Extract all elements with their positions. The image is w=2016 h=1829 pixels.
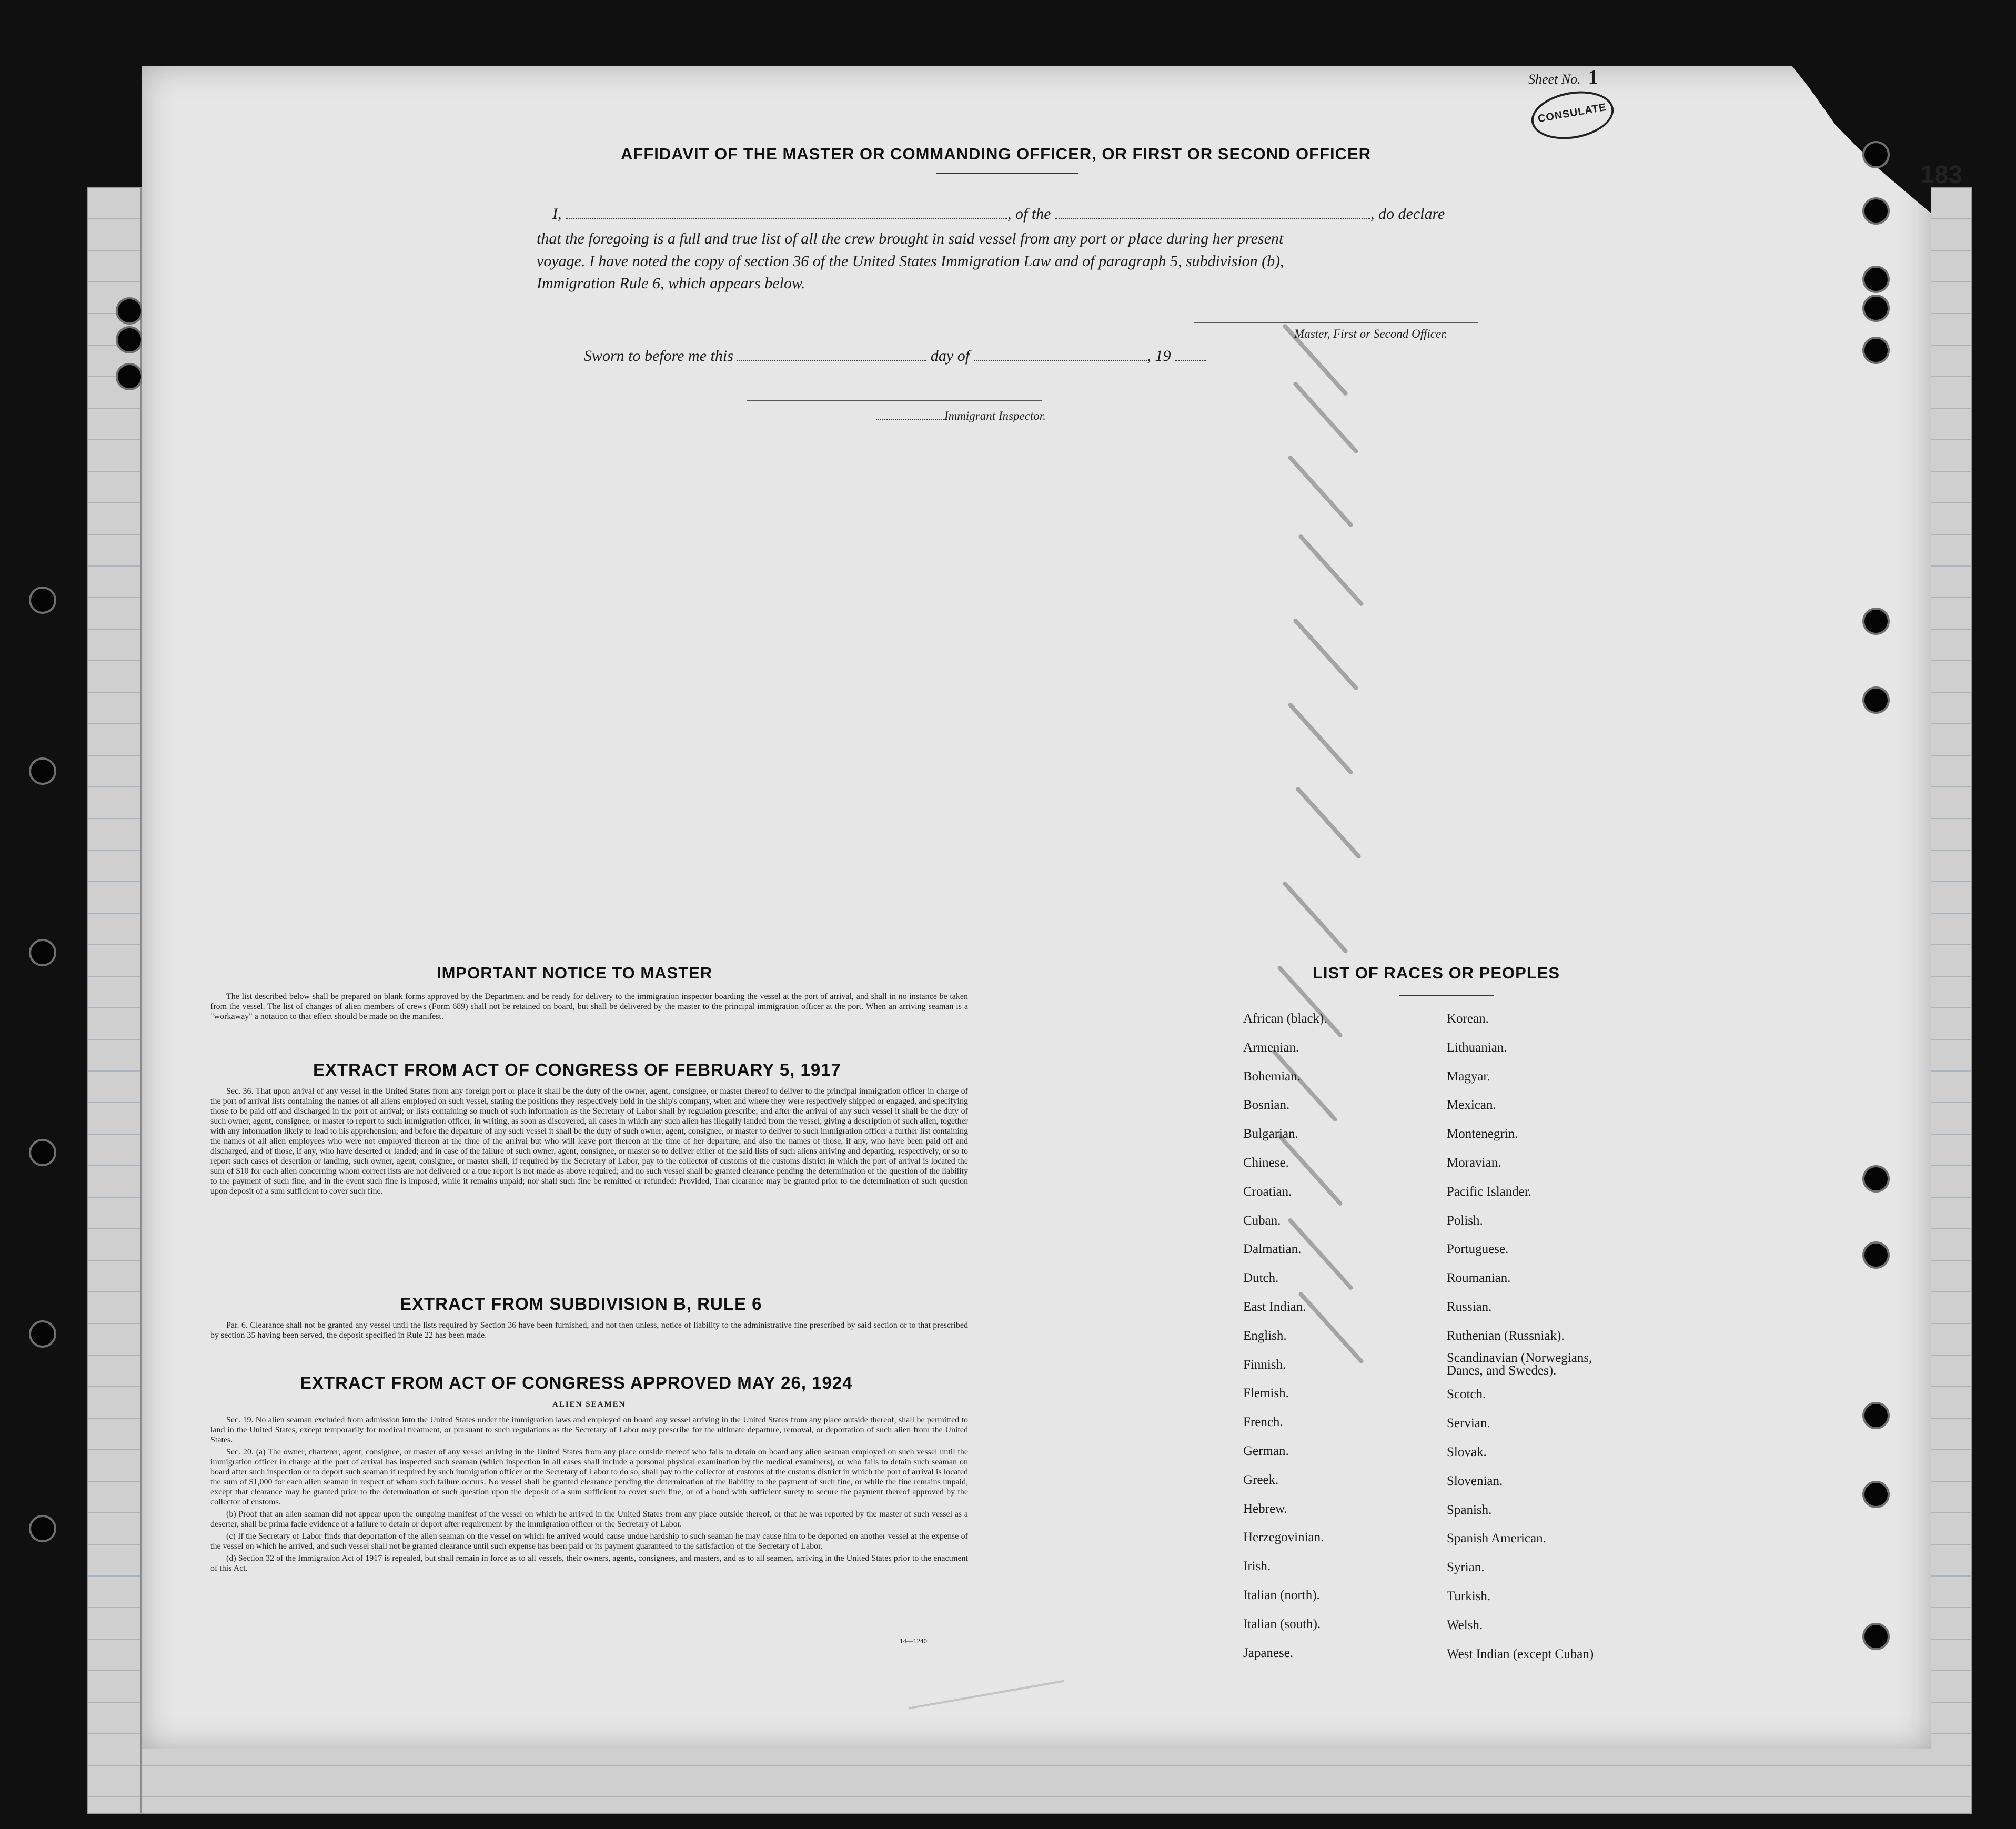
sworn-year-label: , 19 xyxy=(1147,347,1171,365)
tick-mark xyxy=(1293,381,1359,454)
races-left-column xyxy=(1243,1005,1327,1668)
race-item: Ruthenian (Russniak). xyxy=(1447,1328,1565,1343)
sworn-year-blank[interactable] xyxy=(1175,355,1206,361)
binder-hole xyxy=(29,1515,56,1542)
extract-1924-para-3: (b) Proof that an alien seaman did not appear upon the outgoing manifest of the vessel on which he arrived in the United States from any place outside thereof, or that he was reported by the master of such vessel as a deserter, shall be prima facie evidence of a failure to detain or deport after requirement by the immigration officer or the Secretary of Labor. xyxy=(210,1510,968,1529)
extract-1924-para-5: (d) Section 32 of the Immigration Act of 1917 is repealed, but shall remain in force as to all vessels, their owners, agents, consignees, and masters, and as to all seamen, arriving in the United States prior to the enactment of this Act. xyxy=(210,1554,968,1573)
extract-rule6-body xyxy=(210,1320,968,1342)
binder-hole xyxy=(1862,266,1890,293)
tick-mark xyxy=(1282,881,1348,954)
race-item: Polish. xyxy=(1447,1213,1483,1228)
binder-hole xyxy=(29,587,56,614)
race-item: Montenegrin. xyxy=(1447,1127,1518,1141)
inspector-caption-text: Immigrant Inspector. xyxy=(944,409,1046,422)
consulate-stamp: CONSULATE xyxy=(1528,85,1618,145)
extract-1924-para-1: Sec. 19. No alien seaman excluded from admission into the United States under the immigration laws and employed on board any vessel arriving in the United States from any place outside thereof, shall be permitted to land in the United States, except temporarily for medical treatment, or pursuant to such regulations as the Secretary of Labor may prescribe for the ultimate departure, removal, or deportation of such alien from the United States. xyxy=(210,1416,968,1444)
race-item: Roumanian. xyxy=(1447,1271,1511,1286)
binder-hole xyxy=(116,326,143,353)
binder-hole xyxy=(29,1139,56,1166)
race-item: Finnish. xyxy=(1243,1357,1286,1372)
sheet-number-value: 1 xyxy=(1588,66,1598,88)
race-item: Korean. xyxy=(1447,1012,1489,1026)
tick-mark xyxy=(1295,786,1362,859)
race-item: Slovak. xyxy=(1447,1444,1487,1459)
race-item: Scandinavian (Norwegians, Danes, and Swedes). xyxy=(1447,1350,1592,1378)
affidavit-line1-mid: , of the xyxy=(1007,205,1051,223)
extract-1917-title: EXTRACT FROM ACT OF CONGRESS OF FEBRUARY 5, 1917 xyxy=(313,1060,841,1079)
notice-body xyxy=(210,992,968,1024)
form-code: 14—1240 xyxy=(900,1637,927,1645)
affidavit-line1-end: , do declare xyxy=(1370,205,1445,223)
master-signature-line[interactable] xyxy=(1194,322,1478,323)
sworn-month-blank[interactable] xyxy=(974,355,1147,361)
binder-hole xyxy=(29,757,56,785)
race-item: Magyar. xyxy=(1447,1069,1490,1084)
race-item: Mexican. xyxy=(1447,1098,1496,1113)
binder-hole xyxy=(1862,337,1890,364)
binder-hole xyxy=(116,363,143,390)
race-item: African (black). xyxy=(1243,1012,1327,1026)
race-item: Dutch. xyxy=(1243,1271,1279,1286)
inspector-caption xyxy=(876,409,1046,423)
race-item: Spanish American. xyxy=(1447,1531,1546,1546)
binder-hole xyxy=(1862,197,1890,225)
affidavit-line-2: that the foregoing is a full and true list of all the crew brought in said vessel from any port or place during her present xyxy=(537,230,1284,247)
notice-title: IMPORTANT NOTICE TO MASTER xyxy=(437,964,713,982)
extract-1924-para-4: (c) If the Secretary of Labor finds that deportation of the alien seaman on the vessel on which he arrived would cause undue hardship to such seaman he may cause him to be deported on another vessel at the expense of the vessel on which he arrived, and such vessel shall not be granted clearance until such expense has been paid or its payment guaranteed to the satisfaction of the Secretary of Labor. xyxy=(210,1532,968,1551)
affidavit-title: AFFIDAVIT OF THE MASTER OR COMMANDING OFFICER, OR FIRST OR SECOND OFFICER xyxy=(621,145,1372,163)
affidavit-line1-prefix: I, xyxy=(552,205,562,223)
vessel-blank[interactable] xyxy=(1055,213,1370,219)
master-signature-caption: Master, First or Second Officer. xyxy=(1294,327,1448,340)
race-item: Pacific Islander. xyxy=(1447,1184,1532,1199)
race-item: Welsh. xyxy=(1447,1618,1483,1632)
extract-1924-body xyxy=(210,1415,968,1575)
extract-rule6-title: EXTRACT FROM SUBDIVISION B, RULE 6 xyxy=(400,1294,762,1313)
binder-hole xyxy=(1862,295,1890,322)
race-item: Bosnian. xyxy=(1243,1098,1290,1113)
race-item: Lithuanian. xyxy=(1447,1040,1507,1055)
page-number: 183 xyxy=(1920,161,1963,189)
inspector-caption-lead xyxy=(876,413,944,420)
sworn-day-blank[interactable] xyxy=(737,355,926,361)
tick-mark xyxy=(1287,454,1354,528)
extract-1924-para-2: Sec. 20. (a) The owner, charterer, agent, consignee, or master of any vessel arriving in the United States from any place outside thereof who fails to detain on board any alien seaman employed on such vessel until the immigration officer in charge at the port of arrival has inspected such seaman (which inspection in all cases shall include a personal physical examination by the medical examiners), or who fails to detain such seaman on board after such inspection or to deport such seaman if required by such immigration officer or the Secretary of Labor to do so, shall pay to the collector of customs of the customs district in which the port of arrival is located the sum of $1,000 for each alien seaman in respect of whom such failure occurs. No vessel shall be granted clearance pending the determination of the liability to the payment of such fine, or while the fine remains unpaid, except that clearance may be granted prior to the determination of such question upon the deposit of a sum sufficient to cover such fine, or of a bond with sufficient surety to secure the payment thereof approved by the collector of customs. xyxy=(210,1448,968,1507)
affidavit-title-rule xyxy=(936,173,1078,174)
binder-hole xyxy=(1862,141,1890,168)
affidavit-line-4: Immigration Rule 6, which appears below. xyxy=(537,275,805,292)
binder-hole xyxy=(29,1320,56,1348)
binder-hole xyxy=(1862,1402,1890,1429)
races-title-rule xyxy=(1399,995,1494,996)
affidavit-line-1 xyxy=(552,205,1445,223)
binder-hole xyxy=(116,297,143,325)
binder-hole xyxy=(29,939,56,966)
race-item: Bulgarian. xyxy=(1243,1127,1298,1141)
binder-hole xyxy=(1862,608,1890,635)
tick-mark xyxy=(1293,618,1359,691)
affidavit-line-3: voyage. I have noted the copy of section 36 of the United States Immigration Law and of paragraph 5, subdivision (b), xyxy=(537,252,1284,270)
race-item: Chinese. xyxy=(1243,1155,1289,1170)
binder-hole xyxy=(1862,1481,1890,1508)
race-item: Flemish. xyxy=(1243,1386,1289,1401)
race-item: Slovenian. xyxy=(1447,1473,1503,1488)
race-item: Spanish. xyxy=(1447,1502,1492,1517)
race-item: Greek. xyxy=(1243,1472,1279,1487)
races-right-column xyxy=(1447,1005,1626,1669)
race-item: Scotch. xyxy=(1447,1387,1486,1402)
race-item: Croatian. xyxy=(1243,1184,1292,1199)
race-item: German. xyxy=(1243,1443,1289,1458)
binder-hole xyxy=(1862,1165,1890,1193)
race-item: East Indian. xyxy=(1243,1299,1306,1314)
race-item: Italian (south). xyxy=(1243,1616,1321,1631)
extract-1924-title: EXTRACT FROM ACT OF CONGRESS APPROVED MAY 26, 1924 xyxy=(300,1373,853,1392)
race-item: Japanese. xyxy=(1243,1645,1294,1660)
extract-1924-subtitle: ALIEN SEAMEN xyxy=(552,1400,626,1409)
sheet-number xyxy=(1528,66,1598,89)
sworn-day-label: day of xyxy=(930,347,970,365)
race-item: Hebrew. xyxy=(1243,1501,1287,1516)
race-item: Portuguese. xyxy=(1447,1242,1509,1257)
name-blank[interactable] xyxy=(566,213,1007,219)
sheet-number-label: Sheet No. xyxy=(1528,72,1581,87)
binder-hole xyxy=(1862,686,1890,714)
inspector-signature-line[interactable] xyxy=(747,400,1042,401)
extract-1917-text: Sec. 36. That upon arrival of any vessel in the United States from any foreign port or place it shall be the duty of the owner, agent, consignee, or master thereof to deliver to the principal immigration officer in charge of the port of arrival lists containing the names of all aliens employed on such vessel, stating the positions they respectively hold in the ship's company, when and where they were respectively shipped or engaged, and specifying those to be paid off and discharged in the port of arrival; or lists containing so much of such information as the Secretary of Labor shall by regulation prescribe; and after the arrival of any such vessel it shall be the duty of such owner, agent, consignee, or master to report to such immigration officer, in writing, as soon as discovered, all cases in which any such alien has illegally landed from the vessel, giving a description of such alien, together with any information likely to lead to his apprehension; and before the departure of any such vessel it shall be the duty of such owner, agent, consignee, or master to deliver to such immigration officer a further list containing the names of all alien employees who were not employed thereon at the time of the arrival but who will leave port thereon at the time of her departure, and also the names of those, if any, who have been paid off and discharged, and of those, if any, who have deserted or landed; and in case of the failure of such owner, agent, consignee, or master so to deliver either of the said lists of such aliens arriving and departing, respectively, or so to report such cases of desertion or landing, such owner, agent, consignee, or master shall, if required by the Secretary of Labor, pay to the collector of customs of the customs district in which the port of arrival is located the sum of $10 for each alien concerning whom correct lists are not delivered or a true report is not made as above required; and no such vessel shall be granted clearance pending the determination of the question of the liability to the payment of such fine, and in the event such fine is imposed, while it remains unpaid; nor shall such fine be remitted or refunded: Provided, That clearance may be granted prior to the determination of such question upon deposit of a sum sufficient to cover such fine. xyxy=(210,1087,968,1196)
sworn-line xyxy=(584,347,1206,365)
race-item: French. xyxy=(1243,1415,1283,1430)
races-title: LIST OF RACES OR PEOPLES xyxy=(1313,964,1560,982)
notice-text: The list described below shall be prepared on blank forms approved by the Department and be ready for delivery to the immigration inspector boarding the vessel at the port of arrival, and shall in no instance be taken from the vessel. The list of changes of alien members of crews (Form 689) shall not be retained on board, but shall be delivered by the master to the principal immigration officer at the port. When an arriving seaman is a "workaway" a notation to that effect should be made on the manifest. xyxy=(210,992,968,1021)
race-item: West Indian (except Cuban) xyxy=(1447,1646,1594,1661)
race-item: Turkish. xyxy=(1447,1589,1491,1603)
race-item: Servian. xyxy=(1447,1416,1490,1431)
race-item: Bohemian. xyxy=(1243,1069,1301,1084)
race-item: Dalmatian. xyxy=(1243,1242,1302,1257)
sworn-prefix: Sworn to before me this xyxy=(584,347,733,365)
binder-hole xyxy=(1862,1241,1890,1269)
tick-mark xyxy=(1287,702,1354,775)
race-item: Cuban. xyxy=(1243,1213,1281,1228)
race-item: Russian. xyxy=(1447,1299,1492,1314)
extract-rule6-text: Par. 6. Clearance shall not be granted any vessel until the lists required by Section 36 have been furnished, and not then unless, notice of liability to the administrative fine prescribed by said section or to that prescribed by section 35 having been served, the deposit specified in Rule 22 has been made. xyxy=(210,1321,968,1340)
race-item: Irish. xyxy=(1243,1559,1271,1574)
race-item: English. xyxy=(1243,1328,1287,1343)
race-item: Moravian. xyxy=(1447,1155,1501,1170)
torn-corner xyxy=(1757,66,1931,213)
tick-mark xyxy=(1298,533,1364,607)
race-item: Syrian. xyxy=(1447,1560,1485,1575)
race-item: Armenian. xyxy=(1243,1040,1299,1055)
race-item: Herzegovinian. xyxy=(1243,1530,1324,1545)
binder-hole xyxy=(1862,1623,1890,1650)
extract-1917-body xyxy=(210,1086,968,1198)
race-item: Italian (north). xyxy=(1243,1588,1320,1602)
